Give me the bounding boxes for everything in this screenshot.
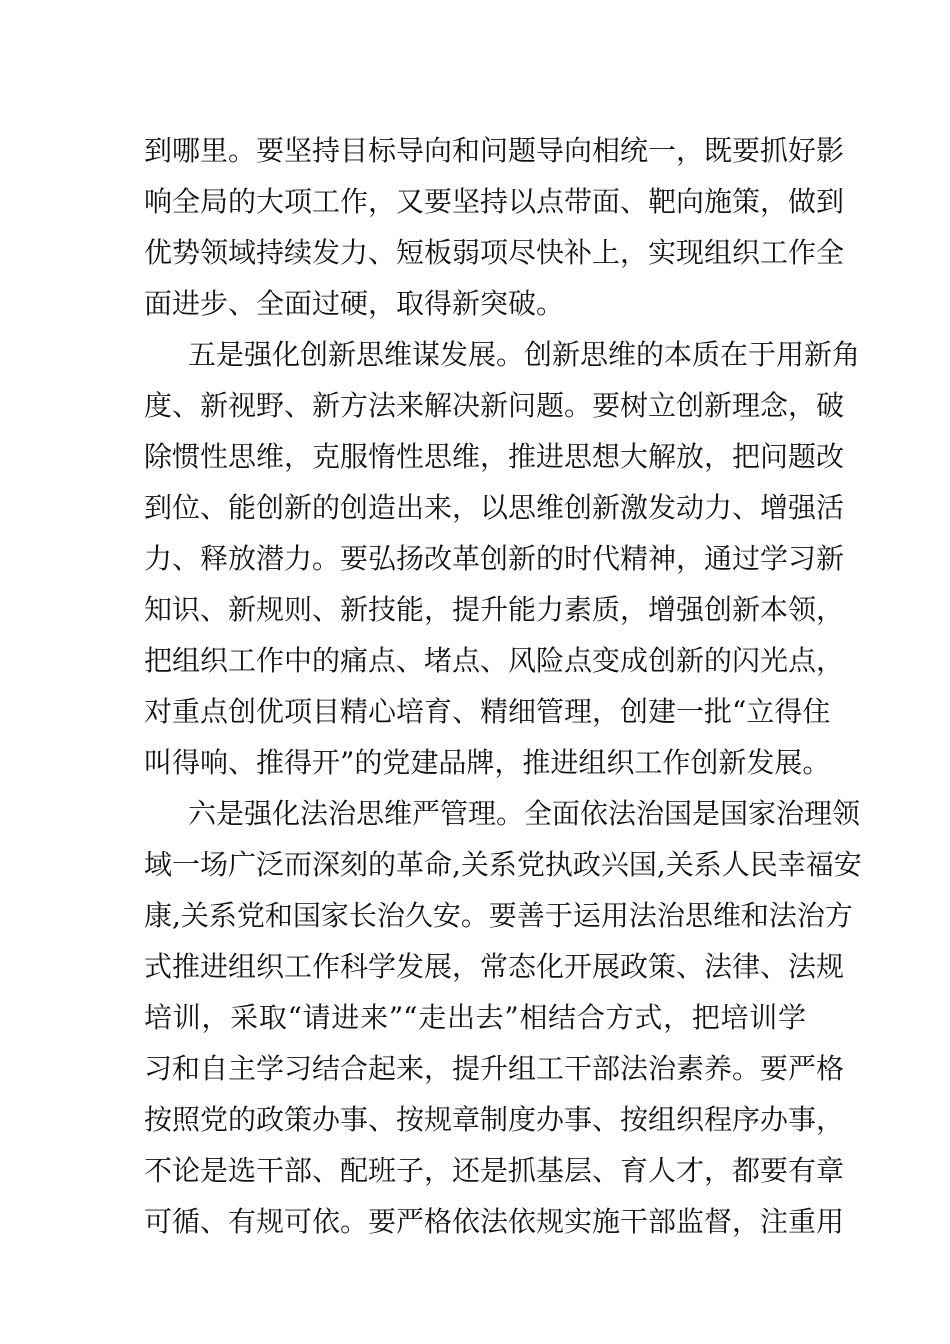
paragraph-heading-line: 六是强化法治思维严管理。全面依法治国是国家治理领	[188, 797, 861, 830]
text-line: 除惯性思维，克服惰性思维，推进思想大解放，把问题改	[144, 440, 845, 473]
text-line: 优势领域持续发力、短板弱项尽快补上，实现组织工作全	[144, 236, 845, 269]
text-line: 按照党的政策办事、按规章制度办事、按组织程序办事，	[144, 1103, 845, 1136]
text-line: 知识、新规则、新技能，提升能力素质，增强创新本领，	[144, 593, 845, 626]
text-line: 叫得响、推得开”的党建品牌，推进组织工作创新发展。	[144, 746, 831, 779]
text-line: 式推进组织工作科学发展，常态化开展政策、法律、法规	[144, 950, 845, 983]
text-line: 对重点创优项目精心培育、精细管理，创建一批“立得住	[144, 695, 831, 728]
text-line: 力、释放潜力。要弘扬改革创新的时代精神，通过学习新	[144, 542, 845, 575]
text-line: 把组织工作中的痛点、堵点、风险点变成创新的闪光点，	[144, 644, 845, 677]
text-line: 响全局的大项工作，又要坚持以点带面、靶向施策，做到	[144, 185, 845, 218]
text-line: 面进步、全面过硬，取得新突破。	[144, 287, 565, 320]
text-line: 习和自主学习结合起来，提升组工干部法治素养。要严格	[144, 1052, 845, 1085]
paragraph-heading-line: 五是强化创新思维谋发展。创新思维的本质在于用新角	[188, 338, 861, 371]
text-line: 到位、能创新的创造出来，以思维创新激发动力、增强活	[144, 491, 845, 524]
text-line: 不论是选干部、配班子，还是抓基层、育人才，都要有章	[144, 1154, 845, 1187]
text-line: 到哪里。要坚持目标导向和问题导向相统一，既要抓好影	[144, 134, 845, 167]
text-line: 度、新视野、新方法来解决新问题。要树立创新理念，破	[144, 389, 845, 422]
text-line: 培训，采取“请进来”“走出去”相结合方式，把培训学	[144, 1001, 806, 1034]
text-line: 可循、有规可依。要严格依法依规实施干部监督，注重用	[144, 1205, 845, 1238]
text-line: 域一场广泛而深刻的革命,关系党执政兴国,关系人民幸福安	[144, 848, 862, 881]
text-line: 康,关系党和国家长治久安。要善于运用法治思维和法治方	[144, 899, 853, 932]
